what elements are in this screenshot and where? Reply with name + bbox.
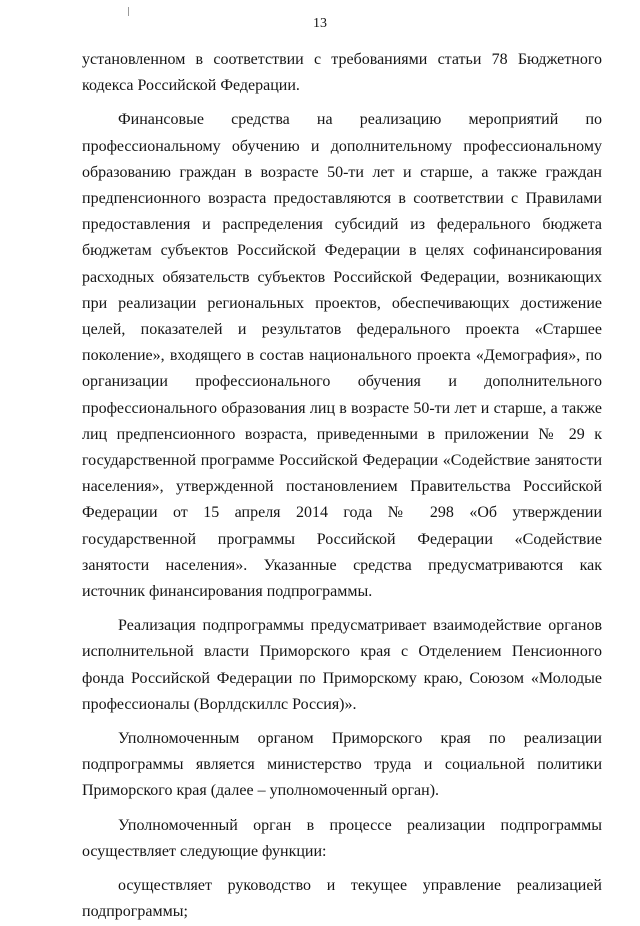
paragraph-function-1: осуществляет руководство и текущее управление реализацией подпрограммы; <box>82 877 602 921</box>
scan-mark <box>128 7 129 16</box>
paragraph-functions-intro: Уполномоченный орган в процессе реализации подпрограммы осуществляет следующие функции: <box>82 816 602 860</box>
page-number: 13 <box>313 16 327 31</box>
paragraph-authorized-body: Уполномоченным органом Приморского края по реализации подпрограммы является министерство труда и социальной политики Приморского края (далее – уполномоченный орган). <box>82 730 602 800</box>
paragraph-continuation: установленном в соответствии с требованиями статьи 78 Бюджетного кодекса Российской Федерации. <box>82 51 602 95</box>
paragraph-financing: Финансовые средства на реализацию мероприятий по профессиональному обучению и дополнительному профессиональному образованию граждан в возрасте 50-ти лет и старше, а также граждан предпенсионного возраста предоставляются в соответствии с Правилами предоставления и распределения субсидий из федерального бюджета бюджетам субъектов Российской Федерации в целях софинансирования расходных обязательств субъектов Российской Федерации, возникающих при реализации региональных проектов, обеспечивающих достижение целей, показателей и результатов федерального проекта «Старшее поколение», входящего в состав национального проекта «Демография», по организации профессионального обучения и дополнительного профессионального образования лиц в возрасте 50-ти лет и старше, а также лиц предпенсионного возраста, приведенными в приложении № 29 к государственной программе Российской Федерации «Содействие занятости населения», утвержденной постановлением Правительства Российской Федерации от 15 апреля 2014 года № 298 «Об утверждении государственной программы Российской Федерации «Содействие занятости населения». Указанные средства предусматриваются как источник финансирования подпрограммы. <box>82 111 602 601</box>
paragraph-interaction: Реализация подпрограммы предусматривает взаимодействие органов исполнительной власти Приморского края с Отделением Пенсионного фонда Российской Федерации по Приморскому краю, Союзом «Молодые профессионалы (Ворлдскиллс Россия)». <box>82 617 602 713</box>
document-body <box>82 47 602 926</box>
